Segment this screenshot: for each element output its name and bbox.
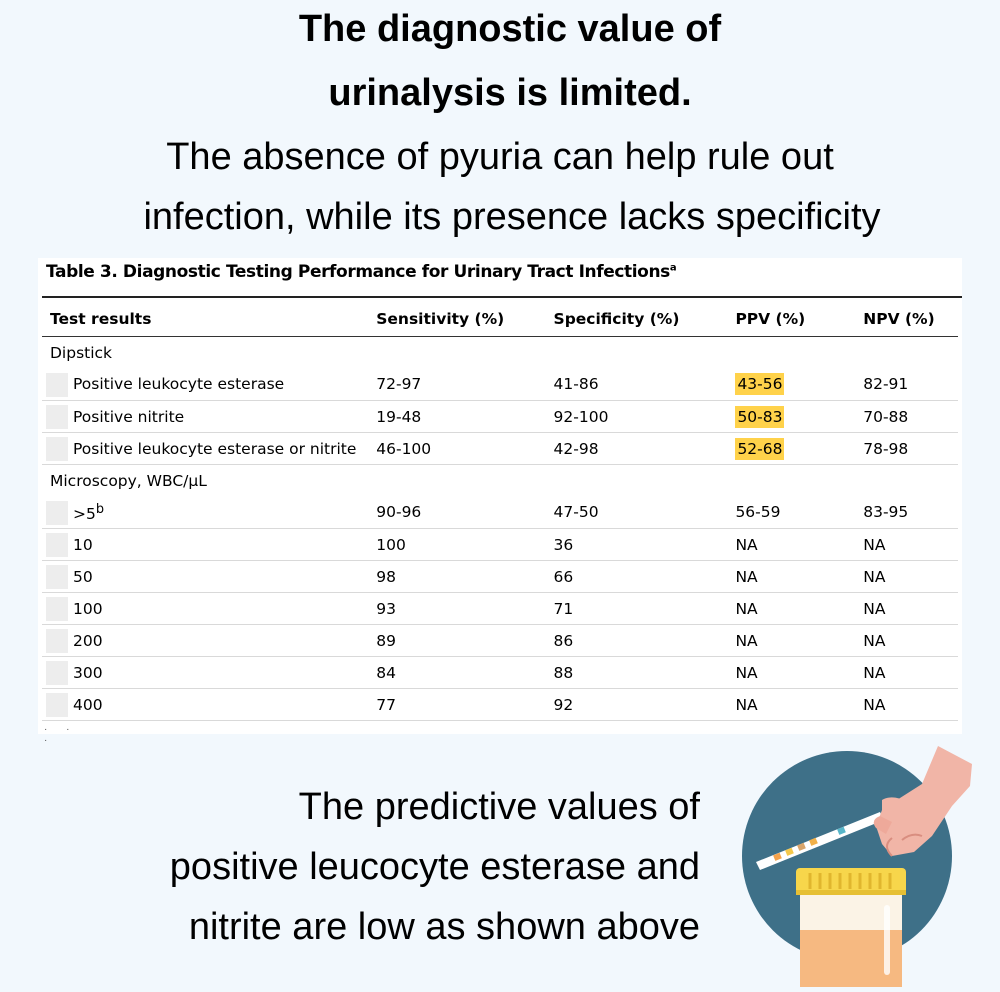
cell-specificity: 47-50	[554, 497, 736, 529]
table-caption-text: Table 3. Diagnostic Testing Performance for Urinary Tract Infections	[46, 262, 670, 282]
col-header-npv: NPV (%)	[863, 302, 958, 337]
cell-sensitivity: 46-100	[376, 433, 553, 465]
cell-specificity: 36	[554, 529, 736, 561]
cell-ppv: NA	[735, 561, 863, 593]
cell-sensitivity: 98	[376, 561, 553, 593]
cell-npv: NA	[863, 657, 958, 689]
cell-specificity: 92	[554, 689, 736, 721]
table-cutoff-fragment: · · ·	[44, 724, 78, 746]
table-row	[42, 593, 958, 625]
cell-sensitivity: 77	[376, 689, 553, 721]
cell-specificity: 86	[554, 625, 736, 657]
table-row	[42, 689, 958, 721]
cell-npv: NA	[863, 625, 958, 657]
table-caption	[46, 262, 676, 282]
cell-specificity: 88	[554, 657, 736, 689]
cell-test: 50	[42, 561, 376, 593]
subtitle-line-2: infection, while its presence lacks specificity	[143, 196, 881, 238]
group-row-dipstick	[42, 337, 958, 369]
cell-npv: 83-95	[863, 497, 958, 529]
title-line-2: urinalysis is limited.	[328, 72, 692, 114]
cell-sensitivity: 90-96	[376, 497, 553, 529]
cell-specificity: 41-86	[554, 369, 736, 401]
table-caption-footnote: a	[669, 262, 677, 274]
table-header-row	[42, 302, 958, 337]
cell-test: 100	[42, 593, 376, 625]
cell-test: 300	[42, 657, 376, 689]
cell-test: Positive leukocyte esterase	[42, 369, 376, 401]
cell-ppv	[735, 401, 863, 433]
table-row	[42, 625, 958, 657]
cell-specificity: 92-100	[554, 401, 736, 433]
cell-sensitivity: 19-48	[376, 401, 553, 433]
col-header-specificity: Specificity (%)	[554, 302, 736, 337]
cell-test: Positive nitrite	[42, 401, 376, 433]
diagnostic-table-card	[38, 258, 962, 746]
cell-specificity: 42-98	[554, 433, 736, 465]
note-line-1: The predictive values of	[298, 786, 700, 828]
table-row	[42, 561, 958, 593]
cell-ppv: NA	[735, 689, 863, 721]
col-header-test: Test results	[42, 302, 376, 337]
diagnostic-table	[42, 302, 958, 721]
cell-npv: 70-88	[863, 401, 958, 433]
cell-ppv: NA	[735, 657, 863, 689]
cell-ppv: 56-59	[735, 497, 863, 529]
group-label: Microscopy, WBC/μL	[50, 471, 207, 490]
cell-specificity: 66	[554, 561, 736, 593]
note-line-3: nitrite are low as shown above	[188, 906, 700, 948]
cell-npv: NA	[863, 529, 958, 561]
cell-test: 200	[42, 625, 376, 657]
cell-sensitivity: 72-97	[376, 369, 553, 401]
table-row	[42, 369, 958, 401]
group-label: Dipstick	[50, 343, 113, 362]
cell-npv: NA	[863, 689, 958, 721]
table-row	[42, 497, 958, 529]
subtitle-line-1: The absence of pyuria can help rule out	[166, 136, 834, 178]
cell-ppv	[735, 369, 863, 401]
cell-npv: NA	[863, 593, 958, 625]
cell-specificity: 71	[554, 593, 736, 625]
cell-test	[42, 497, 376, 529]
cell-npv: 82-91	[863, 369, 958, 401]
ppv-highlight: 52-68	[737, 439, 783, 458]
cell-test: Positive leukocyte esterase or nitrite	[42, 433, 376, 465]
caption-divider	[42, 296, 962, 298]
cell-ppv: NA	[735, 529, 863, 561]
table-row	[42, 529, 958, 561]
table-row	[42, 433, 958, 465]
cell-npv: NA	[863, 561, 958, 593]
cell-sensitivity: 89	[376, 625, 553, 657]
cell-sensitivity: 84	[376, 657, 553, 689]
title-line-1: The diagnostic value of	[298, 8, 722, 50]
ppv-highlight: 50-83	[737, 407, 783, 426]
note-line-2: positive leucocyte esterase and	[169, 846, 700, 888]
urine-test-strip-icon	[742, 740, 1000, 987]
ppv-highlight: 43-56	[737, 375, 783, 394]
table-row	[42, 657, 958, 689]
cell-test: 10	[42, 529, 376, 561]
cell-test: 400	[42, 689, 376, 721]
cell-ppv: NA	[735, 625, 863, 657]
footnote-marker: b	[95, 501, 105, 517]
col-header-sensitivity: Sensitivity (%)	[376, 302, 553, 337]
group-row-microscopy	[42, 465, 958, 497]
cell-ppv	[735, 433, 863, 465]
cell-npv: 78-98	[863, 433, 958, 465]
table-row	[42, 401, 958, 433]
cell-sensitivity: 100	[376, 529, 553, 561]
col-header-ppv: PPV (%)	[735, 302, 863, 337]
cell-ppv: NA	[735, 593, 863, 625]
specimen-jar	[796, 868, 906, 987]
cell-sensitivity: 93	[376, 593, 553, 625]
cell-test-text: >5	[73, 504, 96, 523]
